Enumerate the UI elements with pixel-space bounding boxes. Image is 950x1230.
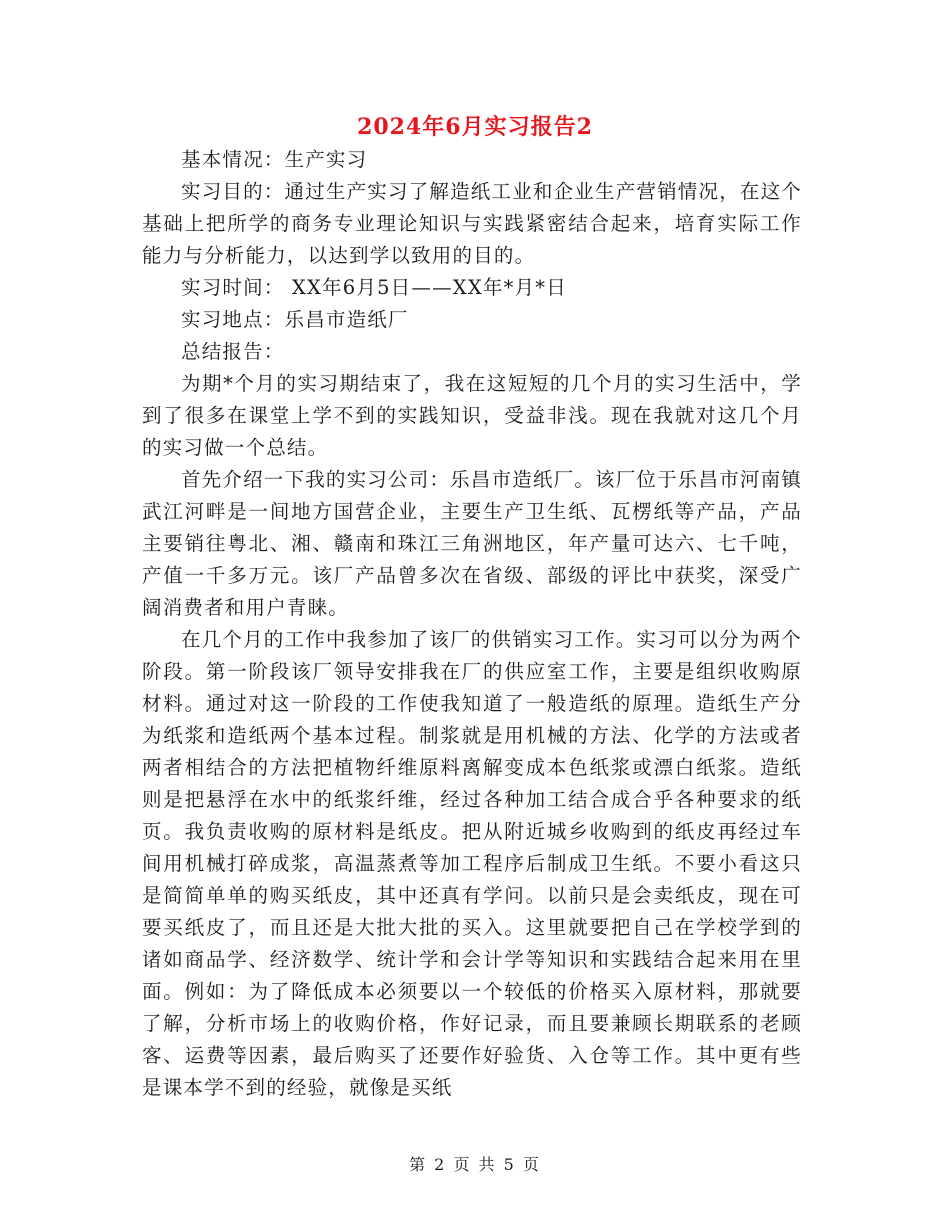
paragraph-location: 实习地点：乐昌市造纸厂 — [181, 308, 409, 331]
paragraph-basic-info: 基本情况：生产实习 — [181, 148, 368, 171]
paragraph-intro: 为期*个月的实习期结束了，我在这短短的几个月的实习生活中，学到了很多在课堂上学不到的实践知识，受益非浅。现在我就对这几个月的实习做一个总结。 — [142, 372, 802, 459]
paragraph-purpose: 实习目的：通过生产实习了解造纸工业和企业生产营销情况，在这个基础上把所学的商务专业理论知识与实践紧密结合起来，培育实际工作能力与分析能力，以达到学以致用的目的。 — [142, 180, 803, 267]
document-title: 2024年6月实习报告2 — [357, 114, 593, 140]
page-number-footer: 第 2 页 共 5 页 — [409, 1155, 541, 1174]
document-body — [142, 144, 802, 1104]
paragraph-work: 在几个月的工作中我参加了该厂的供销实习工作。实习可以分为两个阶段。第一阶段该厂领导安排我在厂的供应室工作，主要是组织收购原材料。通过对这一阶段的工作使我知道了一般造纸的原理。造纸生产分为纸浆和造纸两个基本过程。制浆就是用机械的方法、化学的方法或者两者相结合的方法把植物纤维原料离解变成本色纸浆或漂白纸浆。造纸则是把悬浮在水中的纸浆纤维，经过各种加工结合成合乎各种要求的纸页。我负责收购的原材料是纸皮。把从附近城乡收购到的纸皮再经过车间用机械打碎成浆，高温蒸煮等加工程序后制成卫生纸。不要小看这只是简简单单的购买纸皮，其中还真有学问。以前只是会卖纸皮，现在可要买纸皮了，而且还是大批大批的买入。这里就要把自己在学校学到的诸如商品学、经济数学、统计学和会计学等知识和实践结合起来用在里面。例如：为了降低成本必须要以一个较低的价格买入原材料，那就要了解，分析市场上的收购价格，作好记录，而且要兼顾长期联系的老顾客、运费等因素，最后购买了还要作好验货、入仓等工作。其中更有些是课本学不到的经验，就像是买纸 — [142, 628, 803, 1099]
paragraph-company: 首先介绍一下我的实习公司：乐昌市造纸厂。该厂位于乐昌市河南镇武江河畔是一间地方国营企业，主要生产卫生纸、瓦楞纸等产品，产品主要销往粤北、湘、赣南和珠江三角洲地区，年产量可达六、七千吨，产值一千多万元。该厂产品曾多次在省级、部级的评比中获奖，深受广阔消费者和用户青睐。 — [142, 468, 803, 619]
paragraph-time: 实习时间： XX年6月5日——XX年*月*日 — [181, 276, 567, 299]
paragraph-summary-heading: 总结报告： — [181, 340, 285, 363]
